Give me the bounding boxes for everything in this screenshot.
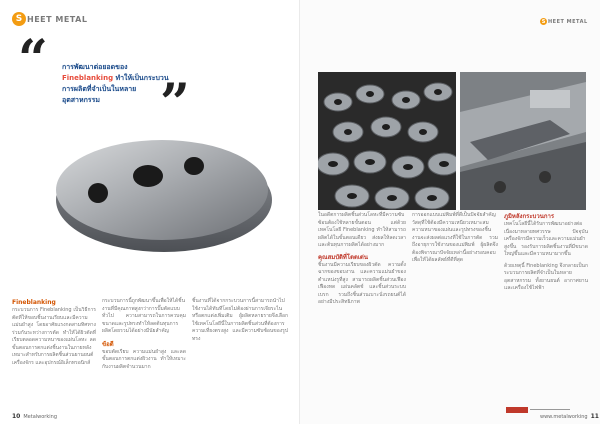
section-initial: S [12,12,26,26]
section-header [12,12,87,26]
left-column-2 [102,298,186,371]
open-quote-icon: “ [18,29,48,90]
column-text: กระบวนการ Fineblanking เป็นวิธีการตัดที่ให้ขอบชิ้นงานเรียบและมีความแม่นยำสูง โดยอาศัยแรงกดสามทิศทางร่วมกันระหว่างการตัด ทำให้ได้ผิวตัดที่เรียบตลอดความหนาของแผ่นโลหะ ลดขั้นตอนการตกแต่งชิ้นงานในภายหลัง เหมาะสำหรับการผลิตชิ้นส่วนยานยนต์ เครื่องจักร และอุปกรณ์อิเล็กทรอนิกส์ [12,307,96,366]
right-column-3 [504,212,588,293]
left-column-3 [192,298,288,343]
footer-rule [530,409,570,410]
section-label: HEET METAL [548,18,588,25]
column-subtext: ชิ้นงานมีความเรียบของผิวตัด ความตั้งฉากของขอบงาน และความแม่นยำของตำแหน่งรูที่สูง สามารถผลิตชิ้นส่วนเฟือง เฟืองทด แผ่นคลัตช์ และชิ้นส่วนระบบเบรก รวมถึงชิ้นส่วนเบาะนั่งรถยนต์ได้อย่างมีประสิทธิภาพ [318,261,406,305]
right-column-2 [412,212,498,265]
section-header-right [540,18,588,25]
die-tooling-photo [460,72,586,210]
red-footer-badge [506,407,528,413]
washers-photo [318,72,456,210]
column-text: การออกแบบแม่พิมพ์ที่ดีเป็นปัจจัยสำคัญ วัสดุที่ใช้ต้องมีความเหนียวเหมาะสม ความหนาของแผ่นและรูปทรงของชิ้นงานจะส่งผลต่อแรงที่ใช้ในการตัด รวมถึงอายุการใช้งานของแม่พิมพ์ ผู้ผลิตจึงต้องพิจารณาปัจจัยเหล่านี้อย่างรอบคอบเพื่อให้ได้ผลลัพธ์ที่ดีที่สุด [412,212,498,263]
page-number: 11 [590,413,599,420]
close-quote-icon: ” [160,73,190,134]
column-text: เทคโนโลยีนี้ได้รับการพัฒนาอย่างต่อเนื่องมาหลายทศวรรษ ปัจจุบันเครื่องจักรมีความเร็วและความแม่นยำสูงขึ้น รองรับการผลิตชิ้นงานที่มีขนาดใหญ่ขึ้นและมีความหนามากขึ้น [504,221,588,257]
column-subtitle-background: ภูมิหลังกระบวนการ [504,213,555,220]
column-subtext: ขอบตัดเรียบ ความแม่นยำสูง และลดขั้นตอนการตกแต่งผิวงาน ทำให้เหมาะกับงานผลิตจำนวนมาก [102,348,186,370]
pull-quote-line-3: อุตสาหกรรม [62,96,100,104]
column-closing: ด้วยเหตุนี้ Fineblanking จึงกลายเป็นกระบวนการผลิตที่จำเป็นในหลายอุตสาหกรรม ทั้งยานยนต์ อากาศยาน และเครื่องใช้ไฟฟ้า [504,262,588,291]
section-initial: S [541,18,546,25]
folio-label: Metalworking [23,413,57,420]
right-folio [540,413,600,420]
column-text: ชิ้นงานที่ได้จากกระบวนการนี้สามารถนำไปใช้งานได้ทันทีโดยไม่ต้องผ่านการเจียระไนหรือตกแต่งเพิ่มเติม ผู้ผลิตหลายรายจึงเลือกใช้เทคโนโลยีนี้ในการผลิตชิ้นส่วนที่ต้องการความเที่ยงตรงสูง และมีความซับซ้อนของรูปทรง [192,298,288,342]
right-column-1 [318,212,406,307]
pull-quote-line-1: การพัฒนาต่อยอดของ [62,63,128,71]
column-subtitle-advantages: ข้อดี [102,340,114,348]
pull-quote-line-2: ทำให้เป็นกระบวนการผลิตที่จำเป็นในหลาย [62,74,169,93]
folio-label: www.metalworking [540,413,588,420]
column-text: กระบวนการนี้ถูกพัฒนาขึ้นเพื่อให้ได้ชิ้นงานที่มีคุณภาพสูงกว่าการปั๊มตัดแบบทั่วไป ความสามารถในการควบคุมขนาดและรูปทรงทำให้ลดต้นทุนการผลิตโดยรวมได้อย่างมีนัยสำคัญ [102,298,186,334]
left-folio [12,413,57,420]
page-number: 10 [12,413,21,420]
pull-quote-highlight: Fineblanking [62,74,114,82]
section-label: HEET METAL [27,14,88,24]
column-subtitle-features: คุณสมบัติที่โดดเด่น [318,253,368,261]
column-text: ในอดีตการผลิตชิ้นส่วนโลหะที่มีความซับซ้อนต้องใช้หลายขั้นตอน แต่ด้วยเทคโนโลยี Fineblanking ทำให้สามารถผลิตได้ในขั้นตอนเดียว ส่งผลให้ลดเวลาและต้นทุนการผลิตได้อย่างมาก [318,212,406,248]
column-title-fineblanking: Fineblanking [12,299,56,306]
fineblanked-part-image [48,118,278,258]
left-column-1 [12,298,96,367]
